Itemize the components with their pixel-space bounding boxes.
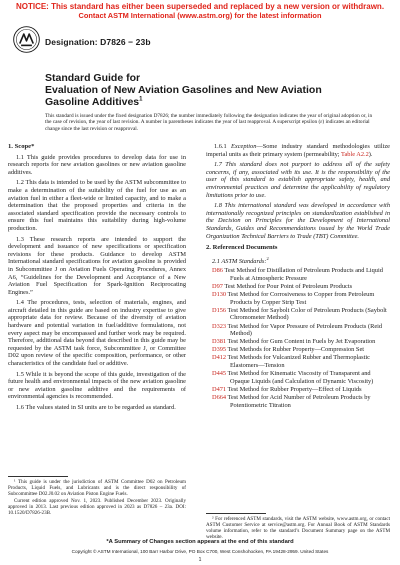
footnotes-left — [8, 479, 186, 518]
paragraph-1-5: 1.5 While it is beyond the scope of this guide, investigation of the future health and environmental impacts of the new aviation gasoline or new aviation gasoline additive and the requirements of environmental agencies is recommended. — [8, 370, 186, 401]
reference-code-link[interactable]: D445 — [212, 370, 227, 378]
reference-title: Test Method for Vapor Pressure of Petroleum Products (Reid Method) — [226, 322, 383, 338]
scope-heading: 1. Scope* — [8, 143, 35, 150]
title-line-1: Evaluation of New Aviation Gasolines and New Aviation — [45, 84, 322, 96]
p161-text: —Some industry standard methodologies utilize imperial units as their primary system (permeability; — [206, 143, 390, 158]
footnote-1: ¹ This guide is under the jurisdiction of ASTM Committee D02 on Petroleum Products, Liquid Fuels, and Lubricants and is the direct responsibility of Subcommittee D02.J0.02 on Aviation Piston Engine Fuels. — [8, 479, 186, 498]
table-a2-2-link[interactable]: Table A2.2 — [341, 150, 369, 158]
astm-standards-label: 2.1 ASTM Standards: — [212, 257, 267, 265]
paragraph-1-6: 1.6 The values stated in SI units are to be regarded as standard. — [16, 404, 176, 411]
reference-item — [206, 386, 390, 394]
reference-code-link[interactable]: D412 — [212, 354, 227, 362]
p161-exception: Exception — [231, 143, 257, 150]
reference-code-link[interactable]: D664 — [212, 393, 227, 401]
supersede-notice — [0, 2, 400, 20]
notice-line-1: NOTICE: This standard has either been superseded and replaced by a new version or withdrawn. — [15, 2, 385, 11]
reference-title: Test Method for Pour Point of Petroleum Products — [222, 283, 353, 291]
page-number: 1 — [198, 557, 202, 563]
reference-code-link[interactable]: D323 — [212, 322, 227, 330]
reference-item — [206, 267, 390, 282]
p161-end: ). — [368, 150, 373, 158]
reference-code-link[interactable]: D471 — [212, 385, 227, 393]
paragraph-1-1: 1.1 This guide provides procedures to develop data for use in research reports for new aviation gasolines or new aviation gasoline additives. — [8, 153, 186, 176]
reference-title: Test Method for Saybolt Color of Petroleum Products (Saybolt Chromometer Method) — [226, 306, 387, 322]
footnote-1-edition: Current edition approved Nov. 1, 2023. Published December 2023. Originally approved in 2013. Last previous edition approved in 2023 as D7826 – 23a. DOI: 10.1520/D7826-23B. — [8, 498, 186, 517]
reference-code-link[interactable]: D156 — [212, 306, 227, 314]
reference-code-link[interactable]: D381 — [212, 338, 227, 346]
reference-title: Test Method for Corrosiveness to Copper from Petroleum Products by Copper Strip Test — [226, 291, 375, 306]
footnotes-right — [206, 516, 390, 541]
reference-code-link[interactable]: D130 — [212, 291, 227, 299]
left-column — [8, 143, 186, 415]
title-footnote-mark[interactable]: 1 — [139, 96, 143, 103]
title-line-2-text: Gasoline Additives — [45, 96, 140, 108]
standard-label: Standard Guide for — [45, 72, 141, 84]
ref-footnote-mark[interactable]: 2 — [266, 255, 269, 261]
reference-title: Test Method for Gum Content in Fuels by Jet Evaporation — [226, 338, 376, 346]
reference-title: Test Methods for Vulcanized Rubber and Thermoplastic Elastomers—Tension — [226, 354, 370, 370]
reference-item — [206, 307, 390, 322]
paragraph-1-4: 1.4 The procedures, tests, selection of materials, engines, and aircraft detailed in this guide are based on industry expertise to give appropriate data for review. Because of the diversity of aviation hardware and potential variation in fuel/additive formulations, not every aspect may be encompassed and further work may be required. Therefore, additional data beyond that described in this guide may be requested by the ASTM task force, Subcommittee J, or Committee D02 upon review of the specific composition, performance, or other characteristics of the candidate fuel or additive. — [8, 299, 186, 368]
reference-item — [206, 354, 390, 369]
reference-title: Test Method for Acid Number of Petroleum Products by Potentiometric Titration — [226, 393, 371, 409]
reference-item — [206, 323, 390, 338]
summary-of-changes-notice: *A Summary of Changes section appears at the end of this standard — [106, 539, 294, 545]
paragraph-1-2: 1.2 This data is intended to be used by the ASTM subcommittee to make a determination of the suitability of the fuel for use as an aviation fuel in either a fleet-wide or limited capacity, and to make a determination that the proposed properties and criteria in the associated standard specification provide the necessary controls to ensure this fuel maintains this suitability during high-volume production. — [8, 179, 186, 232]
p161-prefix: 1.6.1 — [214, 143, 232, 150]
reference-list — [206, 267, 390, 409]
reference-code-link[interactable]: D395 — [212, 346, 227, 354]
reference-code-link[interactable]: D86 — [212, 267, 223, 275]
designation: Designation: D7826 − 23b — [45, 37, 151, 47]
footnote-divider-left — [8, 476, 68, 477]
notice-line-2: Contact ASTM International (www.astm.org) for the latest information — [78, 11, 322, 20]
footnote-2: ² For referenced ASTM standards, visit the ASTM website, www.astm.org, or contact ASTM Customer Service at service@astm.org. For Annual Book of ASTM Standards volume information, refer to the standard’s Document Summary page on the ASTM website. — [206, 516, 390, 541]
reference-title: Test Methods for Rubber Property—Compression Set — [226, 346, 365, 354]
footnote-divider-right — [206, 513, 266, 514]
title-line-2 — [45, 96, 375, 108]
reference-item — [206, 346, 390, 354]
title-block — [45, 72, 375, 108]
reference-code-link[interactable]: D97 — [212, 283, 223, 291]
astm-logo-icon — [13, 26, 40, 53]
copyright-line: Copyright © ASTM International, 100 Barr Harbor Drive, PO Box C700, West Conshohocken, PA 19428-2959. United States — [71, 549, 329, 554]
reference-item — [206, 291, 390, 306]
referenced-documents-heading: 2. Referenced Documents — [206, 244, 278, 252]
right-column — [206, 143, 390, 410]
reference-title: Test Method for Distillation of Petroleum Products and Liquid Fuels at Atmospheric Pressure — [222, 267, 383, 283]
astm-standards-subheading — [206, 255, 390, 266]
issued-note: This standard is issued under the fixed designation D7826; the number immediately following the designation indicates the year of original adoption or, in the case of revision, the year of last revision. A number in parentheses indicates the year of last reapproval. A superscript epsilon (ε) indicates an editorial change since the last revision or reapproval. — [45, 113, 373, 132]
reference-title: Test Method for Rubber Property—Effect of Liquids — [226, 385, 362, 393]
reference-item — [206, 370, 390, 385]
paragraph-1-6-1 — [206, 143, 390, 158]
reference-item — [206, 394, 390, 409]
reference-title: Test Method for Kinematic Viscosity of Transparent and Opaque Liquids (and Calculation of Dynamic Viscosity) — [226, 370, 374, 385]
paragraph-1-3: 1.3 These research reports are intended to support the development and issuance of new specifications or specification revisions for these products. Guidance to develop ASTM International standard specifications for aviation gasoline is provided in Subcommittee J on Aviation Fuels Operating Procedures, Annex A6, “Guidelines for the Development and Acceptance of a New Aviation Fuel Specification for Spark-Ignition Reciprocating Engines.” — [8, 235, 186, 296]
paragraph-1-7: 1.7 This standard does not purport to address all of the safety concerns, if any, associated with its use. It is the responsibility of the user of this standard to establish appropriate safety, health, and environmental practices and determine the applicability of regulatory limitations prior to use. — [206, 161, 390, 199]
reference-item — [206, 338, 390, 346]
paragraph-1-8: 1.8 This international standard was developed in accordance with internationally recognized principles on standardization established in the Decision on Principles for the Development of International Standards, Guides and Recommendations issued by the World Trade Organization Technical Barriers to Trade (TBT) Committee. — [206, 202, 390, 240]
reference-item — [206, 283, 390, 291]
